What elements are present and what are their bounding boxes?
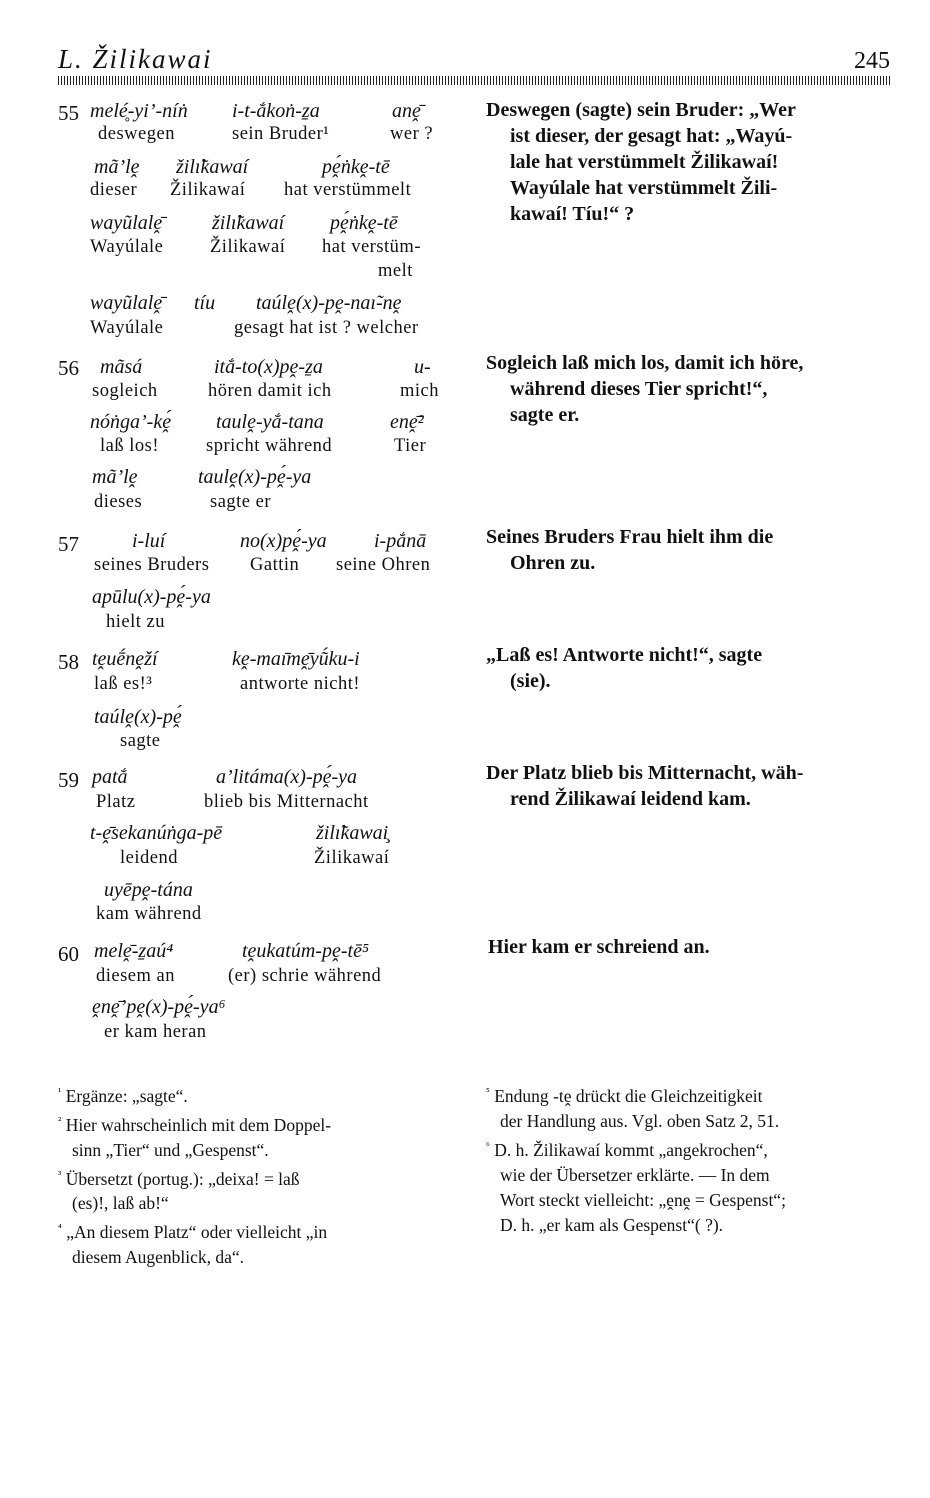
translation-line: Hier kam er schreiend an. xyxy=(488,936,710,958)
gloss: diesem an xyxy=(96,966,175,986)
gloss: gesagt hat ist ? welcher xyxy=(234,318,419,338)
sentence-55-translation xyxy=(486,97,882,227)
gloss: er kam heran xyxy=(104,1022,207,1042)
translation-line: kawaí! Tíu!“ ? xyxy=(510,203,635,225)
word: anḙ̄ xyxy=(392,100,421,122)
sentence-56-translation xyxy=(486,350,882,428)
word: u- xyxy=(414,356,431,378)
gloss: laß los! xyxy=(100,436,159,456)
translation-line: sagte er. xyxy=(510,404,580,426)
word: no(x)pḙ́-ya xyxy=(240,530,327,552)
gloss: sein Bruder¹ xyxy=(232,124,330,144)
word: žilı̃kawaí xyxy=(176,156,249,178)
word: i-t-ắkoṅ-ẕa xyxy=(232,100,320,122)
page-number: 245 xyxy=(854,48,890,74)
word: taulḙ-yắ-tana xyxy=(216,411,324,433)
word: melḙ̄-ẕaú⁴ xyxy=(94,940,174,962)
sentence-number: 59 xyxy=(58,768,79,792)
footnote-text: Ergänze: „sagte“. xyxy=(65,1085,188,1106)
word: žilı̃kawai̧ xyxy=(316,822,389,844)
footnote-text: sinn „Tier“ und „Gespenst“. xyxy=(72,1139,269,1160)
gloss: seines Bruders xyxy=(94,555,210,575)
gloss: dieser xyxy=(90,180,138,200)
footnote-3 xyxy=(58,1163,456,1217)
word: taúlḙ(x)-pḙ-naı̃-nḙ xyxy=(256,292,402,314)
footnote-text: wie der Übersetzer erklärte. — In dem xyxy=(500,1164,770,1185)
translation-line: (sie). xyxy=(510,670,551,692)
word: mãsá xyxy=(100,356,143,378)
sentence-number: 55 xyxy=(58,101,79,125)
footnote-text: Endung -tḙ drückt die Gleichzeitigkeit xyxy=(494,1085,763,1106)
footnote-text: diesem Augenblick, da“. xyxy=(72,1247,245,1268)
word: melé̥-yi’-níṅ xyxy=(90,100,188,122)
gloss: sogleich xyxy=(92,381,158,401)
translation-line: Ohren zu. xyxy=(510,552,596,574)
word: tíu xyxy=(194,292,216,314)
footnotes-left xyxy=(58,1080,456,1270)
sentence-number: 56 xyxy=(58,356,79,380)
gloss: spricht während xyxy=(206,436,333,456)
translation-line: Sogleich laß mich los, damit ich höre, xyxy=(486,352,804,374)
sentence-number: 58 xyxy=(58,650,79,674)
word: kḙ-maı̄mḙ̄yṹku-i xyxy=(232,648,360,670)
word: enḙ̄² xyxy=(390,411,424,433)
gloss: Platz xyxy=(96,792,136,812)
footnote-text: Übersetzt (portug.): „deixa! = laß xyxy=(65,1168,300,1189)
translation-line: während dieses Tier spricht!“, xyxy=(510,378,768,400)
footnote-text: „An diesem Platz“ oder vielleicht „in xyxy=(66,1222,328,1243)
gloss: seine Ohren xyxy=(336,555,431,575)
footnote-6 xyxy=(486,1134,886,1238)
footnote-mark: ⁶ xyxy=(486,1139,490,1152)
translation-line: ist dieser, der gesagt hat: „Wayú- xyxy=(510,125,793,147)
header-rule xyxy=(58,76,890,85)
word: wayũlalḙ̄ xyxy=(90,292,163,314)
footnote-5 xyxy=(486,1080,886,1134)
footnote-2 xyxy=(58,1109,456,1163)
word: uyēpḙ-tána xyxy=(104,879,193,901)
word: pḙ́ṅkḙ-tē xyxy=(322,156,390,178)
running-header xyxy=(58,44,890,74)
gloss: laß es!³ xyxy=(94,674,153,694)
gloss: antworte nicht! xyxy=(240,674,360,694)
translation-line: „Laß es! Antworte nicht!“, sagte xyxy=(486,644,763,666)
footnote-mark: ¹ xyxy=(58,1086,62,1098)
footnotes-right xyxy=(486,1080,886,1238)
footnote-mark: ² xyxy=(58,1114,62,1127)
gloss: dieses xyxy=(94,492,143,512)
gloss: Wayúlale xyxy=(90,237,164,257)
word: t-ḙ̄sekanúṅga-pē xyxy=(90,822,223,844)
word: mã’lḙ xyxy=(94,156,140,178)
sentence-number: 60 xyxy=(58,942,79,966)
word: i-pắnā xyxy=(374,530,427,552)
gloss: sagte xyxy=(120,731,161,751)
gloss: hielt zu xyxy=(106,612,165,632)
word: tḙukatúm-pḙ-tē⁵ xyxy=(242,940,369,962)
word: wayũlalḙ̄ xyxy=(90,212,163,234)
word: mã’lḙ xyxy=(92,466,138,488)
gloss: hören damit ich xyxy=(208,381,332,401)
footnote-text: Wort steckt vielleicht: „ḙnḙ = Gespenst“; xyxy=(500,1189,786,1210)
sentence-60-translation xyxy=(486,934,882,960)
footnote-mark: ³ xyxy=(58,1168,62,1181)
sentence-number: 57 xyxy=(58,532,79,556)
translation-line: rend Žilikawaí leidend kam. xyxy=(510,788,751,810)
word: i-luí xyxy=(132,530,166,552)
header-title: L. Žilikawai xyxy=(58,44,213,74)
gloss: Tier xyxy=(394,436,427,456)
word: ḙnḙ̄’pḙ(x)-pḙ́-ya⁶ xyxy=(92,996,226,1018)
gloss: hat verstüm- xyxy=(322,237,421,257)
word: itắ-to(x)pḙ-ẕa xyxy=(214,356,323,378)
word: tḙuḗnḙží xyxy=(92,648,158,670)
gloss: blieb bis Mitternacht xyxy=(204,792,369,812)
gloss: melt xyxy=(378,261,413,281)
sentence-59-translation xyxy=(486,760,882,812)
gloss: sagte er xyxy=(210,492,272,512)
footnote-1 xyxy=(58,1080,456,1109)
gloss: hat verstümmelt xyxy=(284,180,412,200)
gloss: Žilikawaí xyxy=(314,848,390,868)
translation-line: Deswegen (sagte) sein Bruder: „Wer xyxy=(486,99,796,121)
word: taúlḙ(x)-pḙ́ xyxy=(94,706,182,728)
word: nóṅga’-kḙ́ xyxy=(90,411,172,433)
footnote-4 xyxy=(58,1216,456,1270)
gloss: wer ? xyxy=(390,124,434,144)
translation-line: Seines Bruders Frau hielt ihm die xyxy=(486,526,774,548)
sentence-57-translation xyxy=(486,524,882,576)
gloss: (er) schrie während xyxy=(228,966,382,986)
word: žilı̃kawaí xyxy=(212,212,285,234)
gloss: Žilikawaí xyxy=(170,180,246,200)
gloss: kam während xyxy=(96,904,202,924)
footnote-mark: ⁵ xyxy=(486,1086,490,1098)
footnote-text: (es)!, laß ab!“ xyxy=(72,1193,169,1214)
word: pḙ́ṅkḙ-tē xyxy=(330,212,398,234)
gloss: Wayúlale xyxy=(90,318,164,338)
word: patắ xyxy=(92,766,128,788)
gloss: mich xyxy=(400,381,439,401)
word: a’litáma(x)-pḙ́-ya xyxy=(216,766,358,788)
footnote-text: D. h. Žilikawaí kommt „angekrochen“, xyxy=(494,1139,768,1160)
footnote-text: der Handlung aus. Vgl. oben Satz 2, 51. xyxy=(500,1110,780,1131)
translation-line: Wayúlale hat verstümmelt Žili- xyxy=(510,177,778,199)
sentence-58-translation xyxy=(486,642,882,694)
footnote-mark: ⁴ xyxy=(58,1222,62,1235)
translation-line: lale hat verstümmelt Žilikawaí! xyxy=(510,151,779,173)
gloss: leidend xyxy=(120,848,178,868)
gloss: Žilikawaí xyxy=(210,237,286,257)
word: apūlu(x)-pḙ́-ya xyxy=(92,586,211,608)
footnote-text: Hier wahrscheinlich mit dem Doppel- xyxy=(65,1114,332,1135)
translation-line: Der Platz blieb bis Mitternacht, wäh- xyxy=(486,762,804,784)
footnote-text: D. h. „er kam als Gespenst“( ?). xyxy=(500,1214,724,1235)
gloss: deswegen xyxy=(98,124,175,144)
gloss: Gattin xyxy=(250,555,300,575)
word: taulḙ(x)-pḙ́-ya xyxy=(198,466,312,488)
